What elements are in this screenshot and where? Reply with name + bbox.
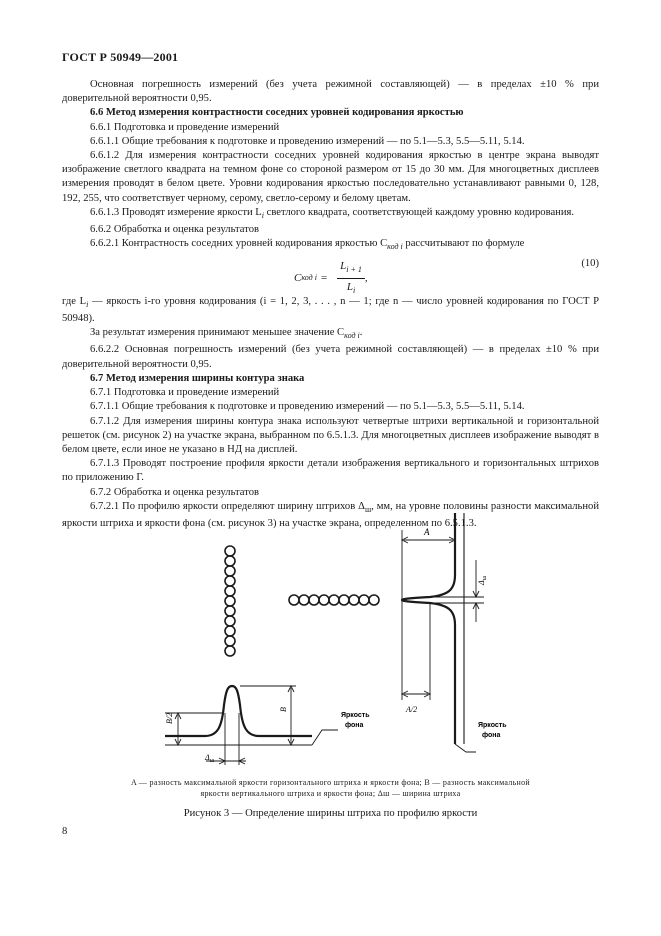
label-a: A: [424, 527, 430, 537]
fraction: [337, 259, 365, 299]
text: , мм, на уровне половины разности максимальной яркости штриха и яркости фона (см. рисунок 3) на участке экрана, определенном по 6.5.1.3.: [62, 500, 599, 530]
formula-lhs-sub: код i: [301, 273, 317, 283]
paragraph: 6.6.2 Обработка и оценка результатов: [90, 224, 259, 236]
formula-tail: ,: [364, 272, 368, 285]
text: .: [359, 327, 363, 339]
subscript: код i: [344, 331, 360, 341]
figure-caption: Рисунок 3 — Определение ширины штриха по профилю яркости: [183, 808, 478, 819]
paragraph: 6.7.1.2 Для измерения ширины контура знака используют четвертые штрихи вертикальной и горизонтальной решеток (см. рисунок 2) на участке экрана, выбранном по 6.5.1.3. Для многоцветных дисплеев изображение выводят в белом цвете, если иное не указано в НД на дисплей.: [62, 415, 599, 455]
numerator: L: [340, 259, 347, 272]
paragraph: 6.6.1 Подготовка и проведение измерений: [90, 121, 280, 133]
paragraph: 6.6.1.1 Общие требования к подготовке и проведению измерений — по 5.1—5.3, 5.5—5.11, 5.14.: [90, 135, 525, 147]
horizontal-profile-plot: [165, 686, 338, 765]
label-background-left-2: фона: [345, 722, 364, 729]
page-number: 8: [62, 826, 68, 837]
label-a-half: A/2: [406, 705, 418, 714]
paragraph: 6.7.1.3 Проводят построение профиля яркости детали изображения вертикального и горизонтальных штрихов по приложению Г.: [62, 458, 599, 484]
document-header: ГОСТ Р 50949—2001: [62, 50, 179, 64]
paragraph: [62, 500, 599, 532]
formula-lhs: C: [294, 272, 302, 285]
text: где L: [62, 295, 87, 307]
equation-number: (10): [581, 257, 599, 269]
label-delta-bottom: $\Delta_ш$: [205, 753, 215, 764]
horizontal-stroke-grid: [289, 595, 379, 605]
label-background-left-1: Яркость: [341, 712, 370, 719]
paragraph: 6.7.2 Обработка и оценка результатов: [90, 486, 259, 498]
text: 6.7.2.1 По профилю яркости определяют ширину штрихов Δ: [90, 500, 365, 512]
text: 6.6.1.3 Проводят измерение яркости L: [90, 206, 262, 218]
subscript: i: [261, 210, 264, 220]
label-background-right-1: Яркость: [478, 722, 507, 729]
label-delta-top: $\Delta_ш$: [477, 575, 488, 585]
text: рассчитывают по формуле: [402, 238, 525, 250]
document-body: [62, 78, 599, 531]
paragraph: [62, 237, 599, 254]
text: За результат измерения принимают меньшее значение C: [90, 327, 345, 339]
formula-10: [62, 255, 599, 295]
subscript: код i: [387, 242, 403, 252]
numerator-sub: i + 1: [346, 264, 362, 274]
label-background-right-2: фона: [482, 732, 501, 739]
paragraph: Основная погрешность измерений (без учета режимной составляющей) — в пределах ±10 % при доверительной вероятности 0,95.: [62, 79, 599, 105]
paragraph: 6.7.1.1 Общие требования к подготовке и проведению измерений — по 5.1—5.3, 5.5—5.11, 5.14.: [90, 401, 525, 413]
figure-legend: A — разность максимальной яркости горизонтального штриха и яркости фона; B — разность максимальной яркости вертикального штриха и яркости фона; Δш — ширина штриха: [130, 778, 531, 798]
label-b: B: [279, 707, 288, 712]
subscript: i: [86, 299, 89, 309]
text: — яркость i-го уровня кодирования (i = 1, 2, 3, . . . , n — 1; где n — число уровней кодирования по ГОСТ Р 50948).: [62, 295, 600, 324]
paragraph: [62, 326, 599, 343]
section-heading-6-7: 6.7 Метод измерения ширины контура знака: [90, 372, 305, 384]
formula: C код i = $\frac{L_{i + 1}}{L_i}$ ,: [294, 259, 368, 299]
paragraph: [62, 206, 599, 223]
text: 6.6.2.1 Контрастность соседних уровней кодирования яркостью C: [90, 238, 388, 250]
denominator: L: [346, 281, 353, 294]
subscript: ш: [364, 504, 372, 514]
section-heading-6-6: 6.6 Метод измерения контрастности соседних уровней кодирования яркостью: [90, 107, 464, 119]
paragraph: 6.7.1 Подготовка и проведение измерений: [90, 387, 280, 399]
paragraph: 6.6.2.2 Основная погрешность измерений (без учета режимной составляющей) — в пределах ±10 % при доверительной вероятности 0,95.: [62, 344, 599, 370]
label-b-half: B/2: [165, 712, 174, 724]
paragraph: 6.6.1.2 Для измерения контрастности соседних уровней кодирования яркостью в центре экрана выводят изображение светлого квадрата на темном фоне со стороной размером от 15 до 30 мм. Для многоцветных дисплеев измерения проводят в белом цвете. Уровни кодирования яркостью последовательно устанавливают равными 0, 128, 192, 255, что соответствует черному, серому, светло-серому и белому цветам.: [62, 150, 599, 204]
denominator-sub: i: [352, 286, 356, 296]
vertical-profile-plot: [402, 513, 484, 752]
where-clause: [62, 295, 599, 327]
vertical-stroke-grid: [225, 546, 235, 656]
text: светлого квадрата, соответствующей каждому уровню кодирования.: [263, 206, 575, 218]
